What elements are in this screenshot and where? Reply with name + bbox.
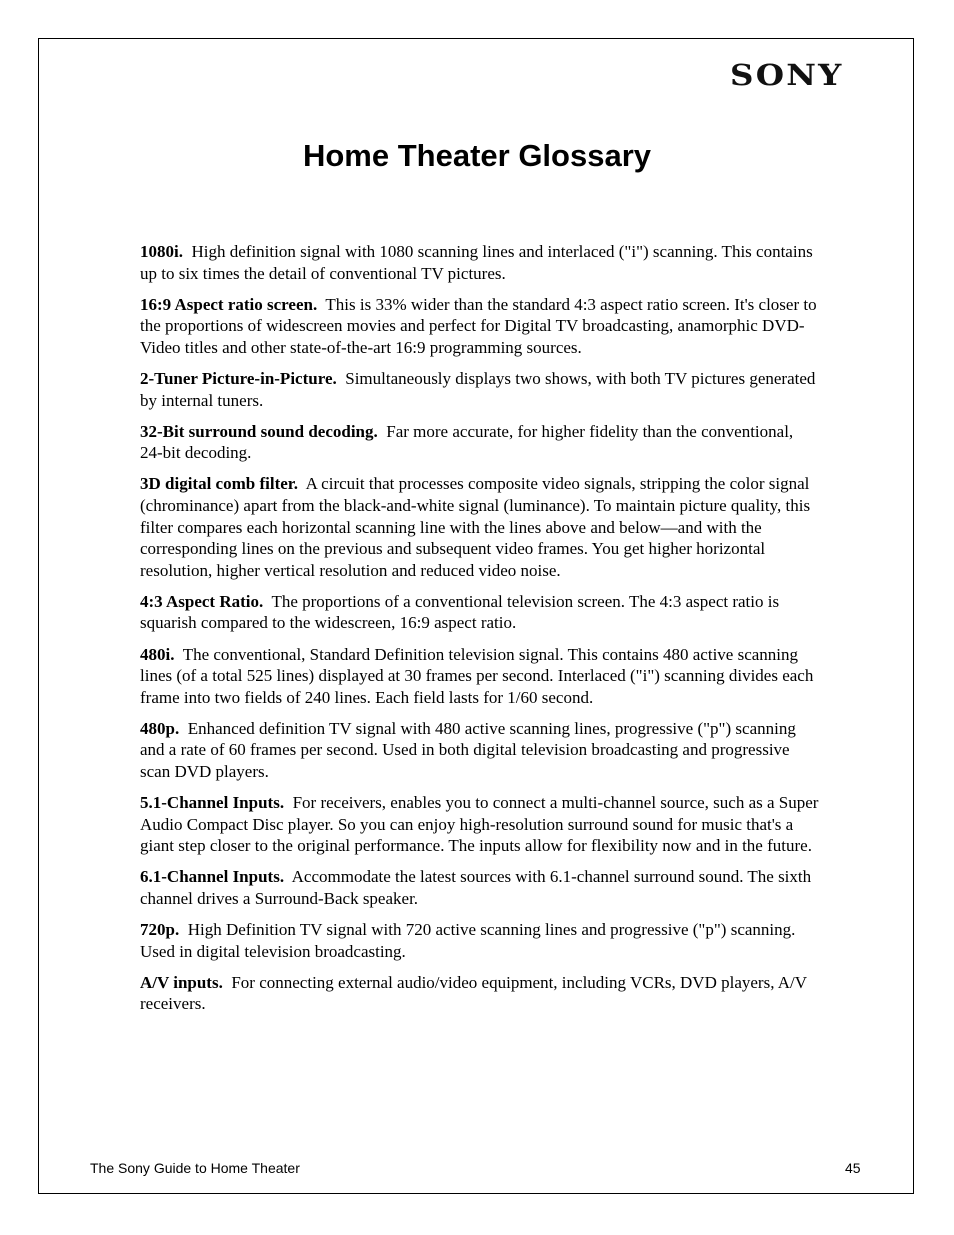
glossary-definition: For connecting external audio/video equipment, including VCRs, DVD players, A/V receivers. <box>140 972 807 1014</box>
footer-guide-title: The Sony Guide to Home Theater <box>90 1160 300 1176</box>
glossary-term: 2-Tuner Picture-in-Picture. <box>140 368 337 388</box>
glossary-entry <box>140 421 820 464</box>
glossary-entry <box>140 368 820 411</box>
glossary-term: 3D digital comb filter. <box>140 474 299 494</box>
sony-logo: SONY <box>730 58 844 92</box>
glossary-term: 480p. <box>140 718 180 738</box>
glossary-list <box>140 241 820 1024</box>
glossary-term: 4:3 Aspect Ratio. <box>140 591 264 611</box>
glossary-entry <box>140 473 820 581</box>
glossary-term: 32-Bit surround sound decoding. <box>140 421 378 441</box>
glossary-definition: For receivers, enables you to connect a multi-channel source, such as a Super Audio Compact Disc player. So you can enjoy high-resolution surround sound for music that's a giant step closer to the original performance. The inputs allow for flexibility now and in the future. <box>140 793 819 856</box>
glossary-entry <box>140 972 820 1015</box>
glossary-definition: High definition signal with 1080 scanning lines and interlaced ("i") scanning. This contains up to six times the detail of conventional TV pictures. <box>140 242 813 283</box>
glossary-term: 6.1-Channel Inputs. <box>140 867 285 887</box>
page-title: Home Theater Glossary <box>302 138 652 173</box>
glossary-term: 720p. <box>140 920 180 940</box>
glossary-entry <box>140 866 820 909</box>
glossary-term: 480i. <box>140 644 175 664</box>
page-number: 45 <box>845 1160 861 1176</box>
glossary-definition: Accommodate the latest sources with 6.1-channel surround sound. The sixth channel drives a Surround-Back speaker. <box>140 867 812 908</box>
glossary-definition: The proportions of a conventional television screen. The 4:3 aspect ratio is squarish compared to the widescreen, 16:9 aspect ratio. <box>140 591 780 633</box>
glossary-term: A/V inputs. <box>140 972 223 992</box>
glossary-term: 16:9 Aspect ratio screen. <box>140 294 318 314</box>
glossary-entry <box>140 644 820 709</box>
glossary-entry <box>140 294 820 359</box>
glossary-term: 5.1-Channel Inputs. <box>140 793 285 813</box>
glossary-definition: This is 33% wider than the standard 4:3 aspect ratio screen. It's closer to the proportions of widescreen movies and perfect for Digital TV broadcasting, anamorphic DVD-Video titles and other state-of-the-art 16:9 programming sources. <box>140 294 817 357</box>
glossary-entry <box>140 718 820 783</box>
glossary-entry <box>140 919 820 962</box>
glossary-definition: The conventional, Standard Definition television signal. This contains 480 active scanning lines (of a total 525 lines) displayed at 30 frames per second. Interlaced ("i") scanning divides each frame into two fields of 240 lines. Each field lasts for 1/60 second. <box>140 644 814 707</box>
glossary-definition: Far more accurate, for higher fidelity than the conventional, 24-bit decoding. <box>140 421 794 463</box>
glossary-definition: A circuit that processes composite video signals, stripping the color signal (chrominance) apart from the black-and-white signal (luminance). To maintain picture quality, this filter compares each horizontal scanning line with the lines above and below—and with the corresponding lines on the previous and subsequent video frames. You get higher horizontal resolution, higher vertical resolution and reduced video noise. <box>140 474 811 580</box>
glossary-entry <box>140 792 820 857</box>
glossary-entry <box>140 241 820 284</box>
glossary-definition: Enhanced definition TV signal with 480 active scanning lines, progressive ("p") scanning and a rate of 60 frames per second. Used in both digital television broadcasting and progressive scan DVD players. <box>140 718 796 781</box>
glossary-definition: High Definition TV signal with 720 active scanning lines and progressive ("p") scanning. Used in digital television broadcasting. <box>140 920 796 961</box>
glossary-definition: Simultaneously displays two shows, with both TV pictures generated by internal tuners. <box>140 368 816 410</box>
glossary-term: 1080i. <box>140 242 183 261</box>
glossary-entry <box>140 591 820 634</box>
